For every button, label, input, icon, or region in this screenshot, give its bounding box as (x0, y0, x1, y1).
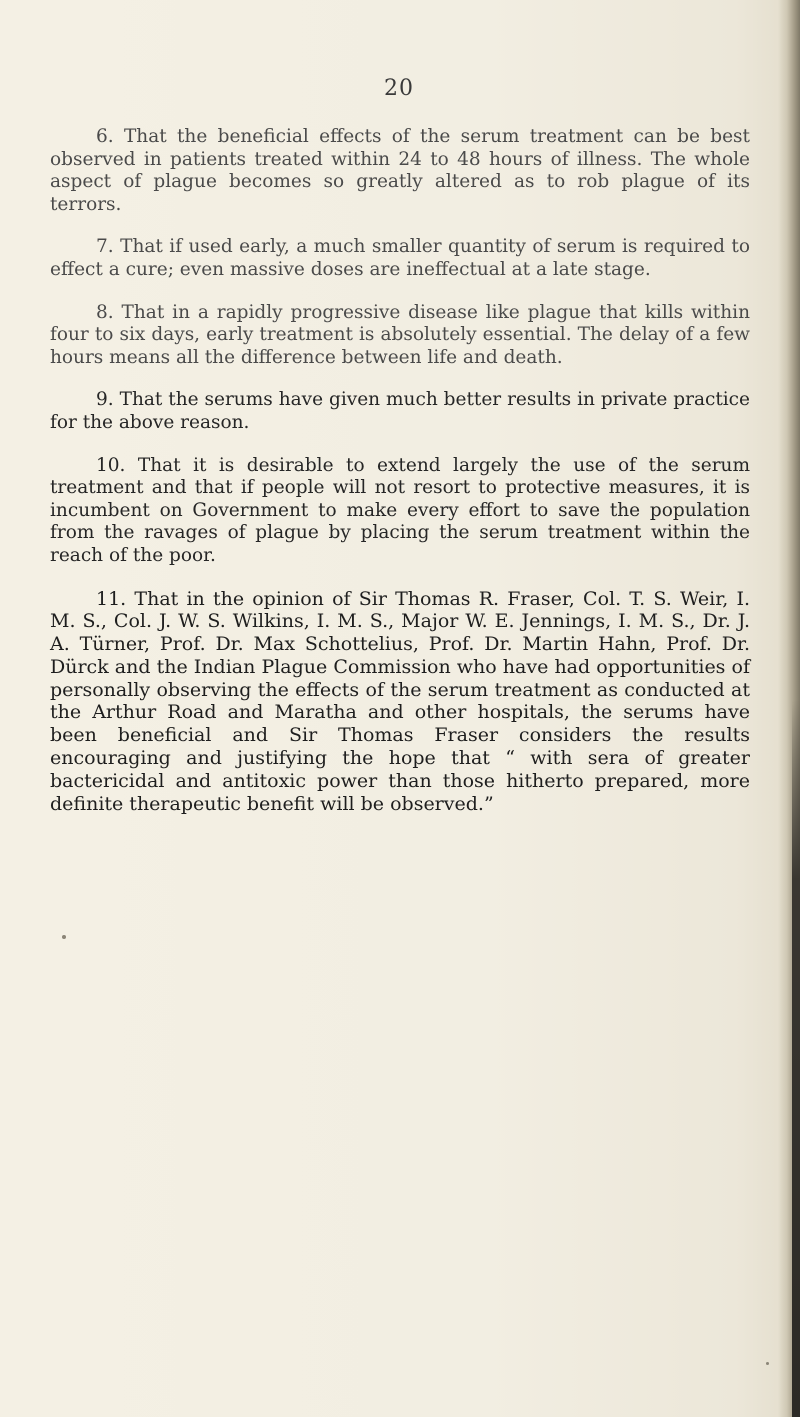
binding-shadow (792, 700, 800, 1417)
paragraph-text: That if used early, a much smaller quantity of serum is required to effect a cure; even massive doses are ineffectual at a late stage. (50, 236, 750, 280)
page-number: 20 (384, 76, 414, 101)
paragraph-7 (50, 236, 750, 281)
paragraph-6 (50, 126, 750, 216)
paragraph-text: That in the opinion of Sir Thomas R. Fraser, Col. T. S. Weir, I. M. S., Col. J. W. S. Wilkins, I. M. S., Major W. E. Jennings, I. M. S., Dr. J. A. Türner, Prof. Dr. Max Schottelius, Prof. Dr. Martin Hahn, Prof. Dr. Dürck and the Indian Plague Commission who have had opportunities of personally observing the effects of the serum treatment as conducted at the Arthur Road and Maratha and other hospitals, the serums have been beneficial and Sir Thomas Fraser considers the results encouraging and justifying the hope that “ with sera of greater bactericidal and antitoxic power than those hitherto prepared, more definite therapeutic benefit will be observed.” (50, 587, 751, 815)
paper-speck (766, 1362, 769, 1365)
paragraph-number: 8. (96, 301, 114, 323)
paragraph-number: 7. (96, 236, 114, 258)
paragraph-number: 6. (96, 126, 114, 147)
paragraph-11 (50, 588, 750, 816)
paragraph-text: That the beneficial effects of the serum treatment can be best observed in patients treated within 24 to 48 hours of illness. The whole aspect of plague becomes so greatly altered as to rob plague of its terrors. (50, 126, 750, 215)
paragraph-number: 9. (96, 389, 114, 411)
paper-speck (62, 935, 66, 939)
paragraph-8 (50, 302, 750, 370)
document-body (50, 126, 750, 835)
paragraph-text: That in a rapidly progressive disease like plague that kills within four to six days, early treatment is absolutely essential. The delay of a few hours means all the difference between life and death. (50, 301, 750, 368)
paragraph-number: 10. (96, 454, 126, 476)
paragraph-9 (50, 389, 750, 434)
paragraph-10 (50, 455, 750, 568)
paragraph-number: 11. (96, 587, 127, 610)
paragraph-text: That it is desirable to extend largely the use of the serum treatment and that if people will not resort to protective measures, it is incumbent on Government to make every effort to save the population from the ravages of plague by placing the serum treatment within the reach of the poor. (50, 454, 750, 566)
paragraph-text: That the serums have given much better results in private practice for the above reason. (50, 389, 750, 433)
